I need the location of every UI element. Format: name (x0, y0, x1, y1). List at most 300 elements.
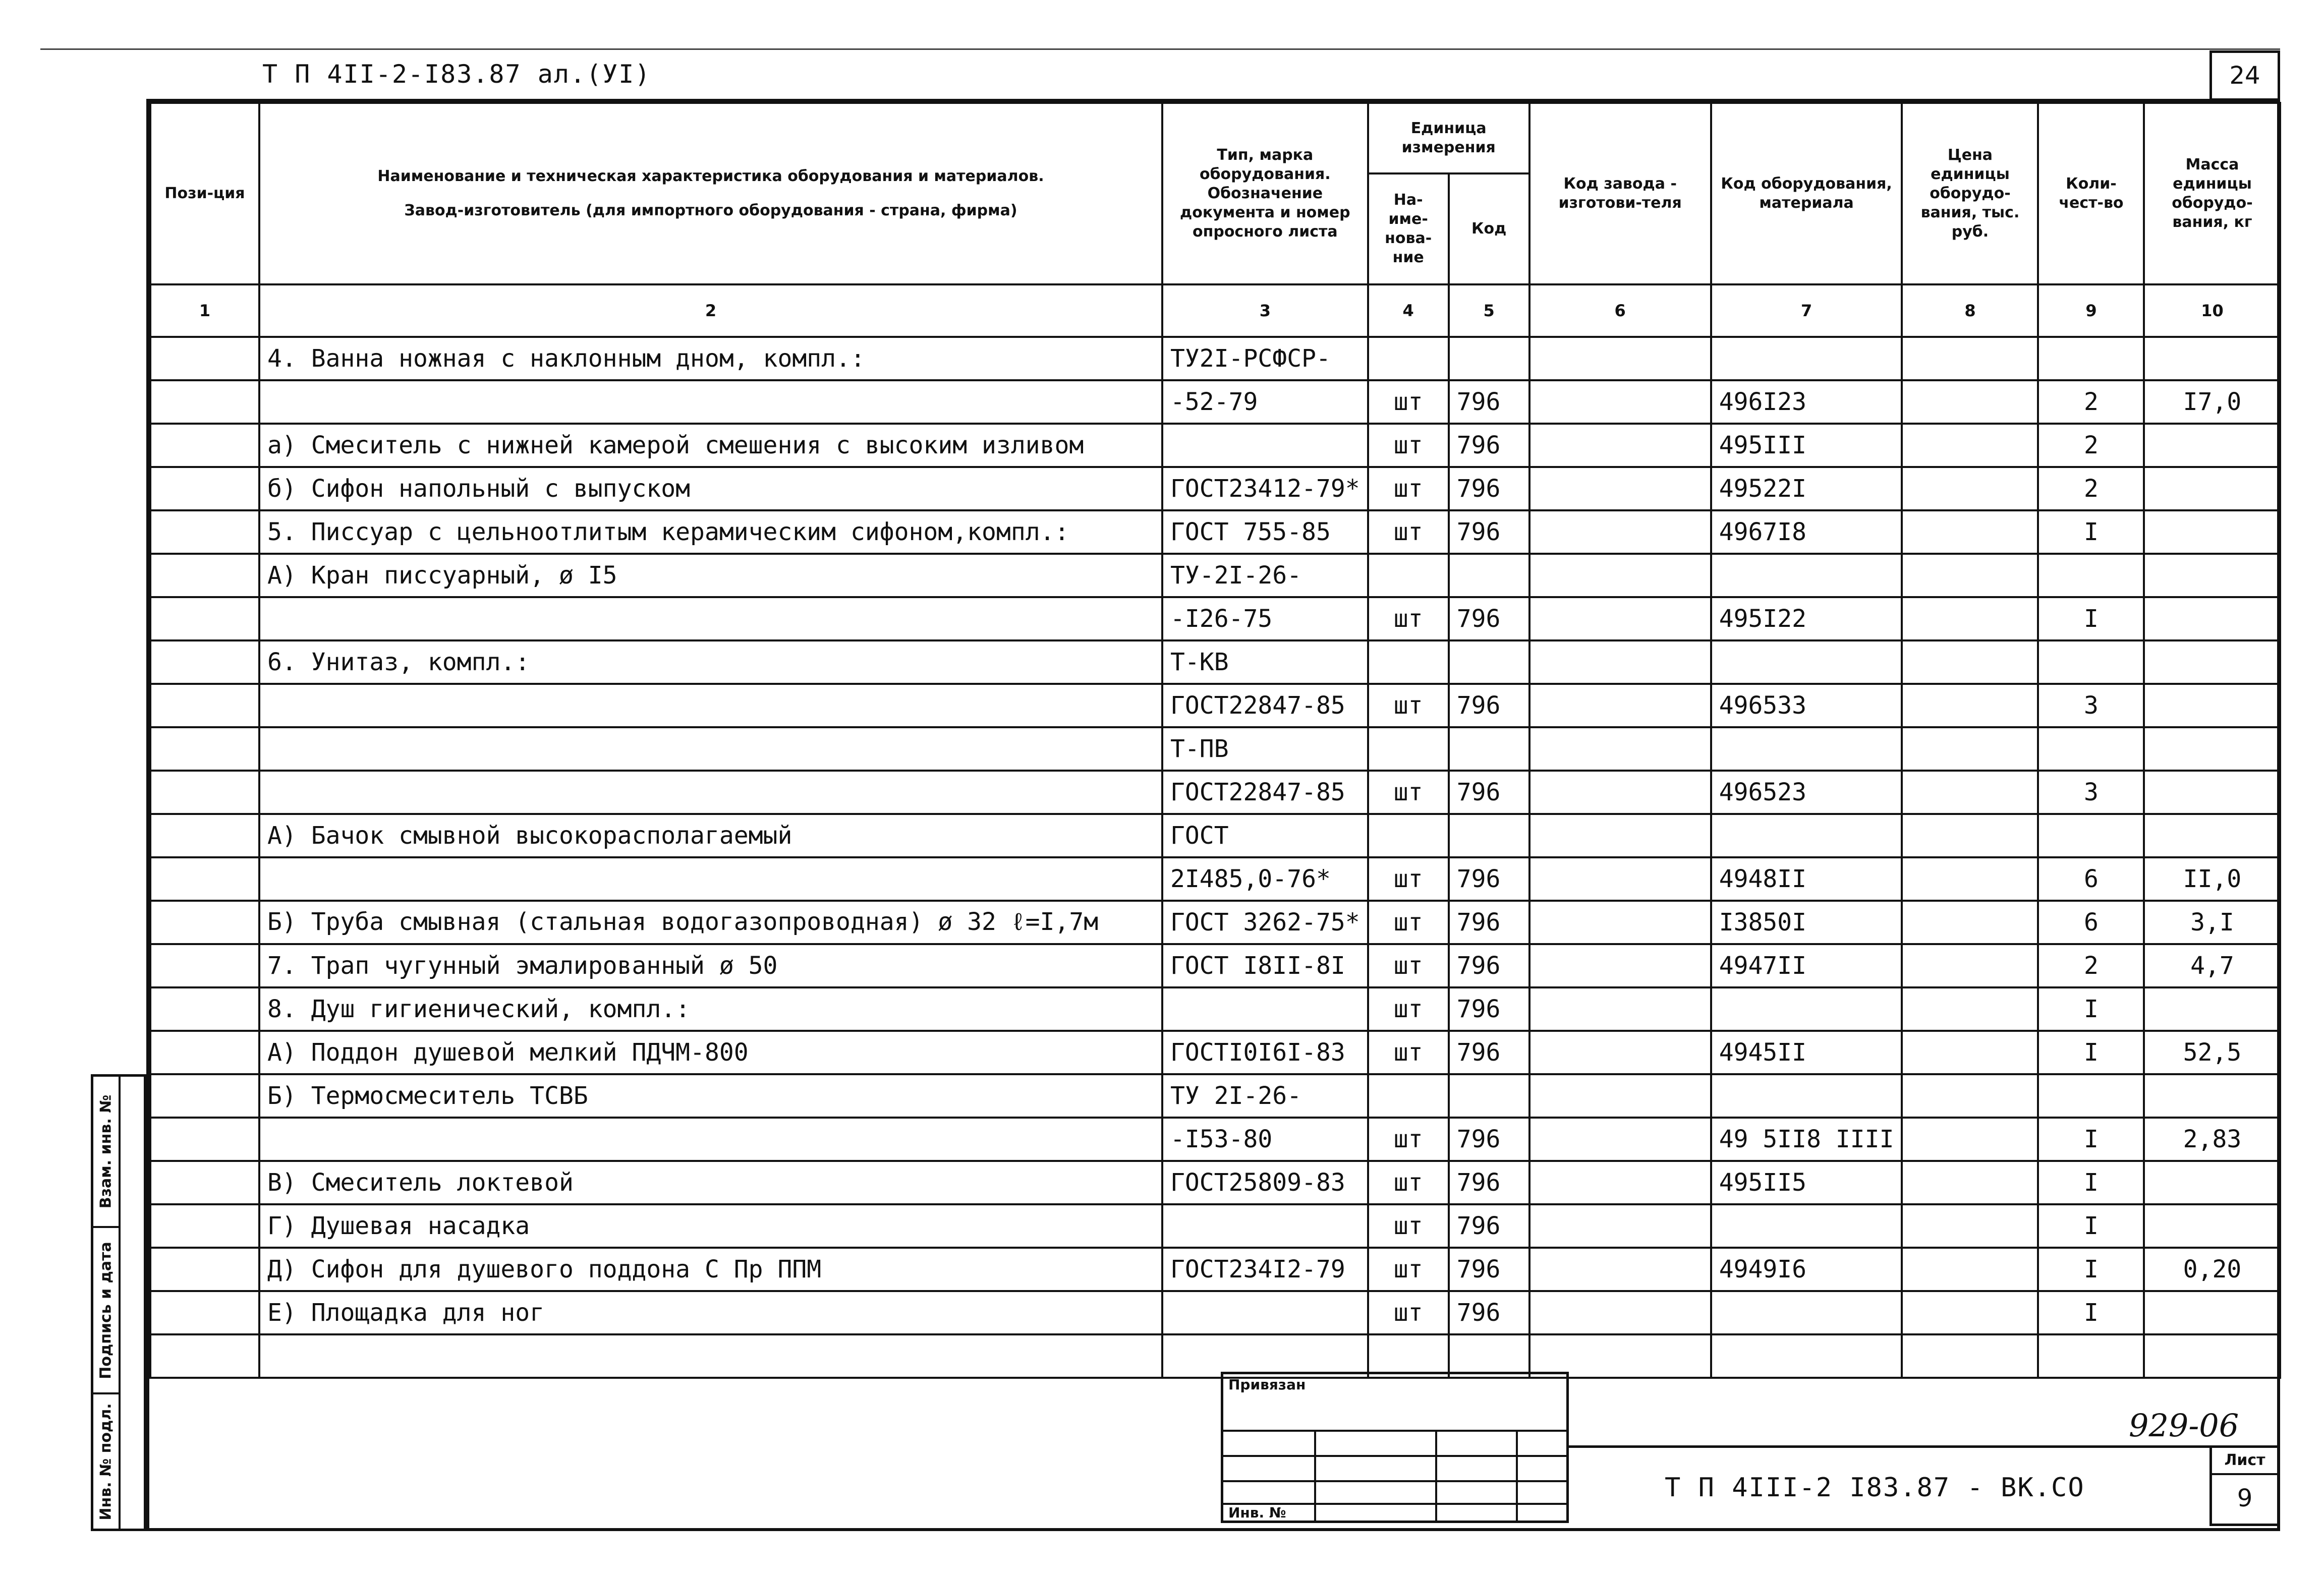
cell-price (1902, 901, 2038, 944)
cell-type (1162, 987, 1368, 1031)
cell-unit (1368, 1074, 1449, 1118)
cell-unit-code: 796 (1449, 1248, 1529, 1291)
col-number-5: 5 (1449, 284, 1529, 337)
cell-type: -I53-80 (1162, 1118, 1368, 1161)
cell-quantity: 3 (2038, 684, 2144, 727)
cell-quantity: 6 (2038, 901, 2144, 944)
cell-material-code (1711, 987, 1902, 1031)
cell-material-code: 495I22 (1711, 597, 1902, 640)
cell-name (259, 597, 1162, 640)
cell-quantity: I (2038, 510, 2144, 554)
cell-material-code: 496523 (1711, 771, 1902, 814)
sidebar-inv-label: Инв. № подл. (97, 1402, 115, 1521)
cell-unit (1368, 554, 1449, 597)
cell-quantity: 6 (2038, 857, 2144, 901)
cell-type: ГОСТ23412-79* (1162, 467, 1368, 510)
sheet-label: Лист (2212, 1448, 2278, 1475)
cell-name: Б) Труба смывная (стальная водогазопроводная) ø 32 ℓ=I,7м (259, 901, 1162, 944)
cell-material-code: 49522I (1711, 467, 1902, 510)
cell-material-code (1711, 1074, 1902, 1118)
stamp-rule (1223, 1430, 1566, 1432)
cell-factory-code (1529, 1074, 1711, 1118)
cell-name: Г) Душевая насадка (259, 1204, 1162, 1248)
cell-quantity: 2 (2038, 467, 2144, 510)
cell-name (259, 727, 1162, 771)
cell-type: ТУ-2I-26- (1162, 554, 1368, 597)
cell-price (1902, 1248, 2038, 1291)
cell-mass (2144, 597, 2280, 640)
col-header-name-line1: Наименование и техническая характеристика оборудования и материалов. (377, 167, 1044, 185)
cell-quantity: 2 (2038, 944, 2144, 987)
cell-quantity: I (2038, 1291, 2144, 1334)
cell-type: ГОСТ (1162, 814, 1368, 857)
cell-price (1902, 727, 2038, 771)
cell-name (259, 857, 1162, 901)
cell-type: ГОСТ234I2-79 (1162, 1248, 1368, 1291)
cell-type: -I26-75 (1162, 597, 1368, 640)
cell-price (1902, 771, 2038, 814)
cell-factory-code (1529, 1161, 1711, 1204)
cell-unit-code: 796 (1449, 771, 1529, 814)
table-row (150, 1118, 2280, 1161)
cell-material-code: I3850I (1711, 901, 1902, 944)
cell-quantity: I (2038, 597, 2144, 640)
cell-factory-code (1529, 727, 1711, 771)
cell-material-code: 496I23 (1711, 380, 1902, 424)
binding-stamp (1221, 1372, 1569, 1523)
cell-unit: шт (1368, 944, 1449, 987)
cell-price (1902, 554, 2038, 597)
table-row (150, 1161, 2280, 1204)
col-number-7: 7 (1711, 284, 1902, 337)
cell-mass (2144, 1204, 2280, 1248)
cell-unit: шт (1368, 857, 1449, 901)
cell-factory-code (1529, 380, 1711, 424)
cell-name: а) Смеситель с нижней камерой смешения с высоким изливом (259, 424, 1162, 467)
cell-mass (2144, 987, 2280, 1031)
table-row (150, 901, 2280, 944)
cell-mass (2144, 640, 2280, 684)
table-row (150, 1291, 2280, 1334)
cell-position (150, 424, 259, 467)
specification-body (150, 337, 2280, 1378)
page-number-box: 24 (2209, 50, 2280, 101)
cell-factory-code (1529, 424, 1711, 467)
cell-position (150, 857, 259, 901)
col-header-price: Цена единицы оборудо-вания, тыс. руб. (1902, 103, 2038, 284)
table-row (150, 467, 2280, 510)
cell-position (150, 684, 259, 727)
cell-name (259, 380, 1162, 424)
cell-factory-code (1529, 814, 1711, 857)
cell-unit: шт (1368, 510, 1449, 554)
cell-factory-code (1529, 554, 1711, 597)
sidebar-vzam-label: Взам. инв. № (97, 1094, 115, 1208)
cell-quantity: I (2038, 987, 2144, 1031)
cell-material-code (1711, 1291, 1902, 1334)
table-row (150, 1248, 2280, 1291)
table-row (150, 727, 2280, 771)
cell-unit-code: 796 (1449, 510, 1529, 554)
col-number-6: 6 (1529, 284, 1711, 337)
cell-price (1902, 467, 2038, 510)
cell-type: ГОСТ I8II-8I (1162, 944, 1368, 987)
cell-quantity: I (2038, 1161, 2144, 1204)
left-margin-stamp (91, 1074, 146, 1531)
cell-unit: шт (1368, 1118, 1449, 1161)
cell-factory-code (1529, 337, 1711, 380)
cell-material-code: 4945II (1711, 1031, 1902, 1074)
cell-unit-code: 796 (1449, 987, 1529, 1031)
cell-material-code (1711, 727, 1902, 771)
table-row (150, 987, 2280, 1031)
col-header-mass: Масса единицы оборудо-вания, кг (2144, 103, 2280, 284)
cell-price (1902, 640, 2038, 684)
cell-name: А) Кран писсуарный, ø I5 (259, 554, 1162, 597)
cell-name: 4. Ванна ножная с наклонным дном, компл.: (259, 337, 1162, 380)
cell-name (259, 1118, 1162, 1161)
cell-name: б) Сифон напольный с выпуском (259, 467, 1162, 510)
col-header-unit-code: Код (1449, 173, 1529, 284)
table-row (150, 684, 2280, 727)
cell-material-code (1711, 554, 1902, 597)
cell-mass: II,0 (2144, 857, 2280, 901)
col-number-2: 2 (259, 284, 1162, 337)
cell-unit: шт (1368, 1291, 1449, 1334)
cell-price (1902, 380, 2038, 424)
table-row (150, 1334, 2280, 1378)
cell-unit-code: 796 (1449, 597, 1529, 640)
cell-unit (1368, 640, 1449, 684)
cell-mass (2144, 1334, 2280, 1378)
cell-type (1162, 1204, 1368, 1248)
table-row (150, 857, 2280, 901)
cell-unit (1368, 337, 1449, 380)
cell-mass: I7,0 (2144, 380, 2280, 424)
col-number-1: 1 (150, 284, 259, 337)
table-row (150, 944, 2280, 987)
cell-mass (2144, 1291, 2280, 1334)
cell-factory-code (1529, 597, 1711, 640)
table-row (150, 1031, 2280, 1074)
cell-unit: шт (1368, 1204, 1449, 1248)
col-header-unit-name: На-име-нова-ние (1368, 173, 1449, 284)
col-header-unit-group: Единица измерения (1368, 103, 1529, 173)
cell-position (150, 380, 259, 424)
cell-unit-code (1449, 727, 1529, 771)
cell-unit: шт (1368, 597, 1449, 640)
cell-mass (2144, 814, 2280, 857)
cell-mass: 0,20 (2144, 1248, 2280, 1291)
cell-factory-code (1529, 987, 1711, 1031)
cell-position (150, 1161, 259, 1204)
cell-quantity (2038, 1074, 2144, 1118)
cell-quantity (2038, 727, 2144, 771)
cell-price (1902, 1074, 2038, 1118)
cell-position (150, 901, 259, 944)
specification-table (149, 102, 2281, 1379)
cell-unit: шт (1368, 901, 1449, 944)
cell-unit-code: 796 (1449, 1031, 1529, 1074)
cell-unit: шт (1368, 1161, 1449, 1204)
cell-position (150, 1118, 259, 1161)
cell-position (150, 727, 259, 771)
table-row (150, 771, 2280, 814)
cell-unit: шт (1368, 684, 1449, 727)
sidebar-divider (119, 1077, 121, 1529)
cell-factory-code (1529, 901, 1711, 944)
cell-position (150, 1334, 259, 1378)
stamp-rule (1314, 1430, 1316, 1521)
cell-material-code (1711, 337, 1902, 380)
cell-mass (2144, 554, 2280, 597)
cell-type (1162, 1291, 1368, 1334)
cell-mass (2144, 337, 2280, 380)
cell-material-code: 4967I8 (1711, 510, 1902, 554)
cell-quantity: 2 (2038, 380, 2144, 424)
cell-position (150, 1031, 259, 1074)
cell-unit-code (1449, 1074, 1529, 1118)
cell-factory-code (1529, 771, 1711, 814)
stamp-inv-label: Инв. № (1228, 1504, 1286, 1521)
col-header-type: Тип, марка оборудования. Обозначение документа и номер опросного листа (1162, 103, 1368, 284)
cell-price (1902, 1118, 2038, 1161)
col-number-9: 9 (2038, 284, 2144, 337)
cell-quantity: I (2038, 1031, 2144, 1074)
table-row (150, 554, 2280, 597)
cell-unit-code (1449, 640, 1529, 684)
cell-quantity (2038, 814, 2144, 857)
cell-unit-code (1449, 337, 1529, 380)
cell-position (150, 987, 259, 1031)
cell-name: В) Смеситель локтевой (259, 1161, 1162, 1204)
cell-name: Е) Площадка для ног (259, 1291, 1162, 1334)
cell-type: ГОСТ22847-85 (1162, 684, 1368, 727)
cell-type: ГОСТ22847-85 (1162, 771, 1368, 814)
cell-position (150, 1291, 259, 1334)
cell-material-code (1711, 814, 1902, 857)
cell-type: -52-79 (1162, 380, 1368, 424)
cell-name: А) Бачок смывной высокорасполагаемый (259, 814, 1162, 857)
sidebar-inv-cell (93, 1394, 119, 1529)
cell-name (259, 684, 1162, 727)
table-row (150, 380, 2280, 424)
table-row (150, 1204, 2280, 1248)
cell-unit: шт (1368, 380, 1449, 424)
cell-mass (2144, 1161, 2280, 1204)
cell-material-code: 495II5 (1711, 1161, 1902, 1204)
cell-unit-code: 796 (1449, 1291, 1529, 1334)
cell-material-code: 49 5II8 IIII (1711, 1118, 1902, 1161)
cell-type: ГОСТI0I6I-83 (1162, 1031, 1368, 1074)
cell-position (150, 944, 259, 987)
stamp-privyazan-label: Привязан (1228, 1376, 1306, 1393)
cell-type: Т-КВ (1162, 640, 1368, 684)
cell-factory-code (1529, 510, 1711, 554)
sheet-number: 9 (2237, 1484, 2253, 1512)
cell-position (150, 640, 259, 684)
cell-unit-code: 796 (1449, 467, 1529, 510)
cell-position (150, 554, 259, 597)
cell-position (150, 467, 259, 510)
sheet-number-box (2209, 1445, 2280, 1526)
cell-material-code: 496533 (1711, 684, 1902, 727)
col-number-4: 4 (1368, 284, 1449, 337)
cell-factory-code (1529, 684, 1711, 727)
cell-factory-code (1529, 640, 1711, 684)
cell-factory-code (1529, 857, 1711, 901)
col-header-name-line2: Завод-изготовитель (для импортного оборудования - страна, фирма) (404, 202, 1017, 219)
cell-factory-code (1529, 1291, 1711, 1334)
cell-quantity (2038, 337, 2144, 380)
cell-price (1902, 987, 2038, 1031)
cell-mass (2144, 424, 2280, 467)
cell-quantity (2038, 640, 2144, 684)
cell-quantity (2038, 554, 2144, 597)
cell-position (150, 597, 259, 640)
cell-type: Т-ПВ (1162, 727, 1368, 771)
cell-position (150, 771, 259, 814)
cell-unit-code: 796 (1449, 684, 1529, 727)
cell-unit-code: 796 (1449, 901, 1529, 944)
cell-unit-code: 796 (1449, 424, 1529, 467)
cell-position (150, 510, 259, 554)
cell-price (1902, 1334, 2038, 1378)
cell-factory-code (1529, 944, 1711, 987)
cell-name: А) Поддон душевой мелкий ПДЧМ-800 (259, 1031, 1162, 1074)
col-number-10: 10 (2144, 284, 2280, 337)
top-rule (40, 48, 2280, 50)
table-row (150, 640, 2280, 684)
cell-material-code (1711, 640, 1902, 684)
cell-unit (1368, 814, 1449, 857)
col-header-name (259, 103, 1162, 284)
col-header-factory-code: Код завода - изготови-теля (1529, 103, 1711, 284)
cell-type: ТУ2I-РСФСР- (1162, 337, 1368, 380)
cell-mass: 4,7 (2144, 944, 2280, 987)
cell-unit-code: 796 (1449, 380, 1529, 424)
cell-price (1902, 597, 2038, 640)
title-block-rule (1569, 1445, 2209, 1448)
cell-price (1902, 1161, 2038, 1204)
cell-position (150, 1074, 259, 1118)
cell-price (1902, 684, 2038, 727)
cell-price (1902, 857, 2038, 901)
cell-position (150, 337, 259, 380)
sidebar-podpis-label: Подпись и дата (97, 1241, 115, 1379)
cell-type: 2I485,0-76* (1162, 857, 1368, 901)
col-header-material-code: Код оборудования, материала (1711, 103, 1902, 284)
cell-price (1902, 814, 2038, 857)
cell-factory-code (1529, 1031, 1711, 1074)
cell-unit-code: 796 (1449, 1204, 1529, 1248)
sidebar-vzam-cell (93, 1077, 119, 1228)
cell-factory-code (1529, 1204, 1711, 1248)
cell-unit: шт (1368, 467, 1449, 510)
cell-mass (2144, 510, 2280, 554)
cell-name: 5. Писсуар с цельноотлитым керамическим сифоном,компл.: (259, 510, 1162, 554)
cell-factory-code (1529, 1118, 1711, 1161)
cell-quantity: I (2038, 1118, 2144, 1161)
cell-name: Д) Сифон для душевого поддона С Пр ППМ (259, 1248, 1162, 1291)
cell-price (1902, 1291, 2038, 1334)
cell-material-code (1711, 1334, 1902, 1378)
table-row (150, 424, 2280, 467)
handwritten-number: 929-06 (2129, 1407, 2239, 1444)
document-header-title: Т П 4II-2-I83.87 ал.(УI) (262, 60, 651, 89)
cell-name (259, 771, 1162, 814)
cell-unit: шт (1368, 1031, 1449, 1074)
table-row (150, 337, 2280, 380)
cell-quantity: I (2038, 1204, 2144, 1248)
cell-mass: 2,83 (2144, 1118, 2280, 1161)
cell-type: ГОСТ 3262-75* (1162, 901, 1368, 944)
table-row (150, 814, 2280, 857)
cell-unit: шт (1368, 424, 1449, 467)
sidebar-podpis-cell (93, 1228, 119, 1394)
cell-factory-code (1529, 467, 1711, 510)
cell-unit-code: 796 (1449, 857, 1529, 901)
cell-mass (2144, 467, 2280, 510)
col-number-8: 8 (1902, 284, 2038, 337)
cell-type: ГОСТ25809-83 (1162, 1161, 1368, 1204)
stamp-rule (1223, 1480, 1566, 1482)
cell-quantity: I (2038, 1248, 2144, 1291)
cell-price (1902, 1204, 2038, 1248)
table-row (150, 597, 2280, 640)
cell-name: 8. Душ гигиенический, компл.: (259, 987, 1162, 1031)
table-row (150, 1074, 2280, 1118)
cell-factory-code (1529, 1248, 1711, 1291)
cell-unit-code: 796 (1449, 944, 1529, 987)
cell-unit: шт (1368, 771, 1449, 814)
cell-type (1162, 424, 1368, 467)
cell-price (1902, 337, 2038, 380)
stamp-rule (1516, 1430, 1518, 1521)
cell-material-code: 495III (1711, 424, 1902, 467)
cell-position (150, 1248, 259, 1291)
cell-material-code (1711, 1204, 1902, 1248)
col-header-position: Пози-ция (150, 103, 259, 284)
cell-position (150, 1204, 259, 1248)
cell-unit-code (1449, 554, 1529, 597)
cell-unit: шт (1368, 987, 1449, 1031)
cell-position (150, 814, 259, 857)
cell-mass: 52,5 (2144, 1031, 2280, 1074)
cell-material-code: 4948II (1711, 857, 1902, 901)
col-number-3: 3 (1162, 284, 1368, 337)
cell-mass (2144, 771, 2280, 814)
cell-mass (2144, 1074, 2280, 1118)
cell-price (1902, 510, 2038, 554)
col-header-quantity: Коли-чест-во (2038, 103, 2144, 284)
cell-name (259, 1334, 1162, 1378)
cell-unit-code: 796 (1449, 1161, 1529, 1204)
stamp-rule (1435, 1430, 1437, 1521)
cell-price (1902, 944, 2038, 987)
document-code: Т П 4III-2 I83.87 - ВК.СО (1665, 1473, 2085, 1503)
cell-unit-code (1449, 814, 1529, 857)
cell-name: 7. Трап чугунный эмалированный ø 50 (259, 944, 1162, 987)
cell-name: Б) Термосмеситель ТСВБ (259, 1074, 1162, 1118)
cell-quantity (2038, 1334, 2144, 1378)
cell-mass (2144, 684, 2280, 727)
cell-price (1902, 1031, 2038, 1074)
cell-mass: 3,I (2144, 901, 2280, 944)
cell-material-code: 4949I6 (1711, 1248, 1902, 1291)
cell-price (1902, 424, 2038, 467)
cell-material-code: 4947II (1711, 944, 1902, 987)
